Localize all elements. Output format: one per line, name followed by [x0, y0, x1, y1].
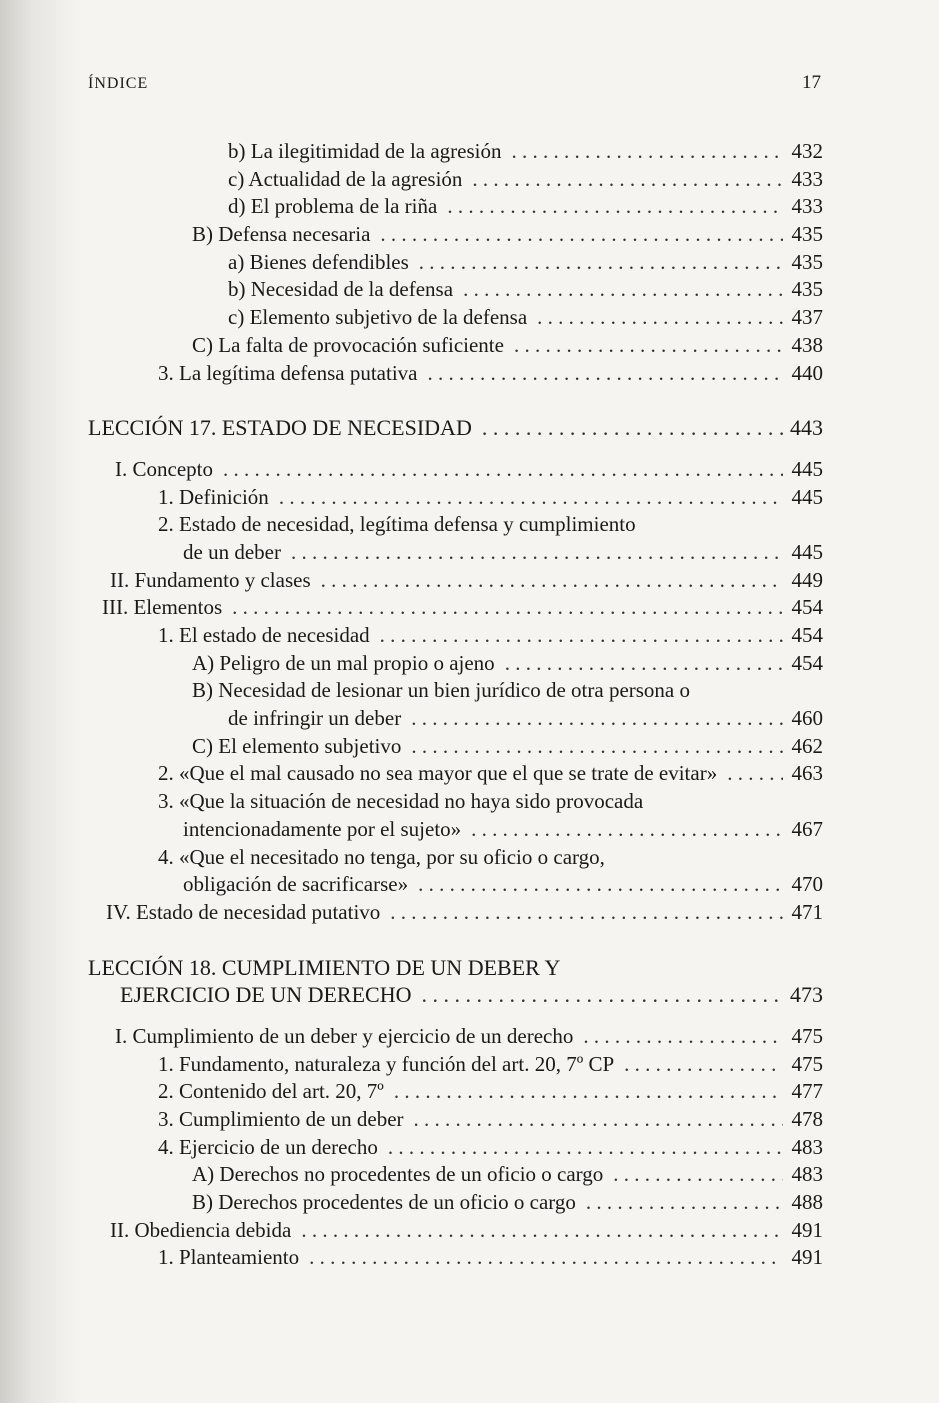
page-header [88, 72, 821, 94]
toc-entry-label: EJERCICIO DE UN DERECHO [120, 982, 412, 1008]
toc-entry-label: III. Elementos [102, 595, 223, 620]
toc-entry-label: 2. «Que el mal causado no sea mayor que el que se trate de evitar» [158, 761, 718, 786]
toc-entry [88, 539, 823, 567]
toc-entry-page: 467 [791, 816, 823, 841]
toc-entry-page: 460 [791, 706, 823, 731]
toc-entry [88, 1078, 823, 1106]
toc-entry [88, 677, 823, 705]
toc-entry-label: LECCIÓN 17. ESTADO DE NECESIDAD [88, 415, 472, 441]
toc-entry-label: 1. Definición [158, 484, 269, 509]
toc-entry-label: C) La falta de provocación suficiente [192, 332, 504, 357]
dot-leader [428, 360, 784, 388]
toc-entry [88, 1161, 823, 1189]
toc-entry [88, 414, 823, 442]
toc-entry-label: c) Actualidad de la agresión [228, 166, 463, 191]
dot-leader [463, 276, 783, 304]
toc-entry-label: I. Cumplimiento de un deber y ejercicio de un derecho [115, 1023, 574, 1048]
toc-entry-label: 4. Ejercicio de un derecho [158, 1134, 378, 1159]
toc-entry [88, 733, 823, 761]
dot-leader [505, 650, 783, 678]
toc-entry-label: de infringir un deber [228, 706, 402, 731]
toc-entry-label: 1. Planteamiento [158, 1245, 300, 1270]
toc-entry-label: 3. «Que la situación de necesidad no haya sido provocada [158, 789, 644, 814]
toc-entry-label: 1. Fundamento, naturaleza y función del art. 20, 7º CP [158, 1051, 615, 1076]
dot-leader [727, 760, 783, 788]
toc-entry-label: 3. La legítima defensa putativa [158, 360, 418, 385]
toc-entry [88, 1106, 823, 1134]
toc-entry-page: 435 [791, 277, 823, 302]
toc-entry-page: 488 [791, 1190, 823, 1215]
toc-entry [88, 650, 823, 678]
toc-entry [88, 456, 823, 484]
toc-entry-label: B) Defensa necesaria [192, 222, 371, 247]
toc-entry-label: a) Bienes defendibles [228, 249, 409, 274]
toc-entry [88, 166, 823, 194]
dot-leader [586, 1189, 783, 1217]
dot-leader [321, 567, 783, 595]
dot-leader [291, 539, 783, 567]
toc-entry [88, 760, 823, 788]
toc-entry-label: IV. Estado de necesidad putativo [106, 899, 381, 924]
toc-entry [88, 1051, 823, 1079]
dot-leader [388, 1134, 783, 1162]
toc-entry-page: 491 [791, 1217, 823, 1242]
toc-entry-label: I. Concepto [115, 456, 213, 481]
toc-entry [88, 511, 823, 539]
toc-entry [88, 276, 823, 304]
toc-entry [88, 844, 823, 872]
toc-entry-page: 435 [791, 249, 823, 274]
toc-entry-page: 435 [791, 222, 823, 247]
toc-entry [88, 1189, 823, 1217]
dot-leader [422, 981, 784, 1009]
toc-entry [88, 567, 823, 595]
toc-entry-page: 475 [791, 1051, 823, 1076]
toc-entry [88, 1134, 823, 1162]
dot-leader [223, 456, 783, 484]
toc-entry-label: LECCIÓN 18. CUMPLIMIENTO DE UN DEBER Y [88, 954, 561, 980]
dot-leader [537, 304, 783, 332]
toc-entry-label: b) La ilegitimidad de la agresión [228, 139, 502, 163]
dot-leader [482, 414, 783, 442]
dot-leader [411, 733, 783, 761]
dot-leader [418, 871, 783, 899]
toc-entry [88, 360, 823, 388]
toc-entry-page: 462 [791, 733, 823, 758]
page-edge-shadow [0, 0, 80, 1403]
table-of-contents [88, 138, 823, 1272]
toc-entry-page: 483 [791, 1134, 823, 1159]
dot-leader [613, 1161, 783, 1189]
toc-entry [88, 138, 823, 166]
toc-entry [88, 1244, 823, 1272]
toc-entry [88, 594, 823, 622]
page-number: 17 [802, 72, 821, 93]
dot-leader [309, 1244, 783, 1272]
toc-entry-label: II. Fundamento y clases [110, 567, 311, 592]
toc-entry-page: 475 [791, 1023, 823, 1048]
toc-entry-label: A) Peligro de un mal propio o ajeno [192, 650, 495, 675]
toc-entry-label: c) Elemento subjetivo de la defensa [228, 305, 528, 330]
dot-leader [411, 705, 783, 733]
dot-leader [472, 166, 783, 194]
toc-entry-label: 2. Estado de necesidad, legítima defensa y cumplimiento [158, 512, 636, 537]
toc-entry-page: 454 [791, 595, 823, 620]
toc-entry-page: 454 [791, 623, 823, 647]
toc-entry-label: intencionadamente por el sujeto» [183, 816, 462, 841]
toc-entry-page: 454 [791, 650, 823, 675]
toc-entry-page: 433 [791, 166, 823, 191]
toc-entry-page: 445 [791, 456, 823, 481]
toc-entry-page: 449 [791, 567, 823, 592]
dot-leader [279, 484, 783, 512]
toc-entry-page: 438 [791, 332, 823, 357]
toc-entry-page: 433 [791, 194, 823, 219]
toc-entry-label: 3. Cumplimiento de un deber [158, 1107, 404, 1131]
toc-entry-page: 440 [791, 360, 823, 385]
dot-leader [514, 332, 783, 360]
dot-leader [624, 1051, 783, 1079]
toc-entry-label: d) El problema de la riña [228, 194, 438, 219]
dot-leader [232, 594, 783, 622]
dot-leader [512, 138, 784, 166]
toc-entry [88, 981, 823, 1009]
toc-entry-label: B) Necesidad de lesionar un bien jurídico de otra persona o [192, 678, 691, 703]
toc-entry-page: 477 [791, 1079, 823, 1104]
toc-entry-page: 483 [791, 1162, 823, 1187]
toc-entry-label: C) El elemento subjetivo [192, 733, 402, 758]
toc-entry-label: 1. El estado de necesidad [158, 623, 370, 647]
toc-entry [88, 816, 823, 844]
toc-entry [88, 484, 823, 512]
toc-entry [88, 304, 823, 332]
dot-leader [583, 1023, 783, 1051]
header-title: ÍNDICE [88, 75, 149, 92]
toc-entry [88, 622, 823, 650]
dot-leader [447, 193, 783, 221]
toc-entry-page: 445 [791, 539, 823, 564]
toc-entry [88, 899, 823, 927]
toc-entry-page: 463 [791, 761, 823, 786]
toc-entry [88, 332, 823, 360]
toc-entry [88, 871, 823, 899]
toc-entry-page: 491 [791, 1245, 823, 1270]
toc-entry-label: 4. «Que el necesitado no tenga, por su oficio o cargo, [158, 844, 605, 869]
toc-entry [88, 221, 823, 249]
toc-entry [88, 705, 823, 733]
toc-entry [88, 788, 823, 816]
toc-entry [88, 193, 823, 221]
toc-entry [88, 1217, 823, 1245]
toc-entry-page: 470 [791, 872, 823, 897]
dot-leader [380, 221, 783, 249]
toc-entry [88, 249, 823, 277]
toc-entry-label: b) Necesidad de la defensa [228, 277, 454, 302]
dot-leader [394, 1078, 783, 1106]
dot-leader [390, 899, 783, 927]
dot-leader [380, 622, 783, 650]
toc-entry-label: B) Derechos procedentes de un oficio o cargo [192, 1190, 576, 1215]
toc-entry-label: II. Obediencia debida [110, 1217, 292, 1242]
toc-entry-page: 471 [791, 899, 823, 924]
toc-entry [88, 1023, 823, 1051]
toc-entry-label: A) Derechos no procedentes de un oficio o cargo [192, 1162, 604, 1187]
toc-entry-page: 432 [791, 139, 823, 163]
dot-leader [419, 249, 783, 277]
toc-entry-page: 437 [791, 305, 823, 330]
dot-leader [414, 1106, 783, 1134]
toc-entry-page: 473 [790, 982, 823, 1008]
dot-leader [301, 1217, 783, 1245]
toc-entry-label: de un deber [183, 539, 281, 564]
toc-entry-page: 445 [791, 484, 823, 509]
toc-entry-page: 478 [791, 1107, 823, 1131]
toc-entry-label: obligación de sacrificarse» [183, 872, 409, 897]
toc-entry [88, 954, 823, 982]
toc-entry-page: 443 [790, 415, 823, 441]
dot-leader [471, 816, 783, 844]
toc-entry-label: 2. Contenido del art. 20, 7º [158, 1079, 384, 1104]
